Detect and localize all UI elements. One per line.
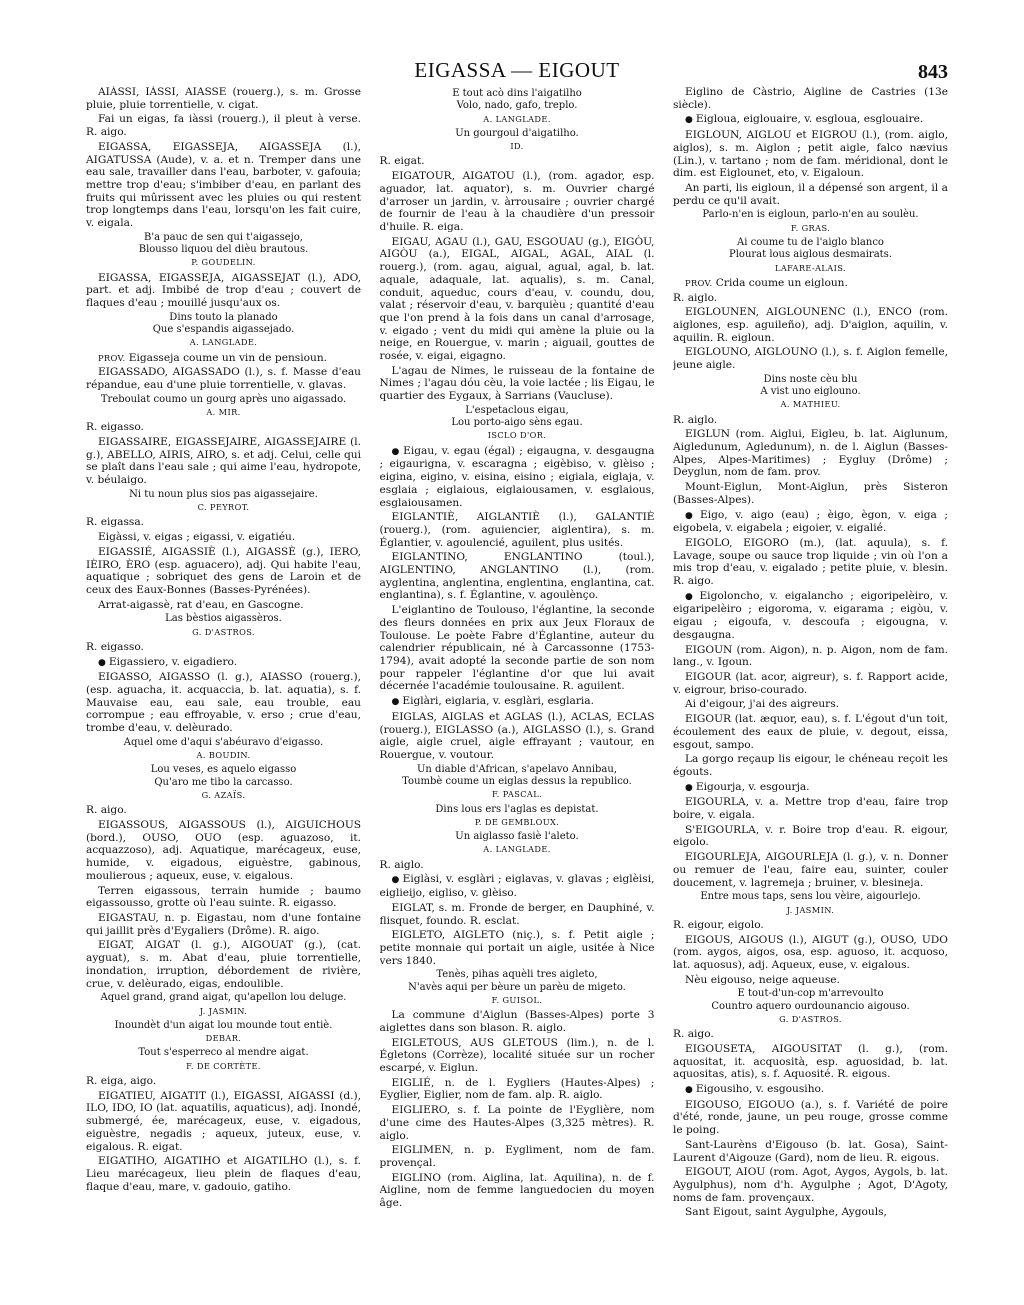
dictionary-entry: EIGOUSO, EIGOUO (a.), s. f. Variété de poire d'été, ronde, jaune, un peu rouge, grosse comme le poing. (673, 1098, 948, 1137)
dictionary-entry: La commune d'Aiglun (Basses-Alpes) porte 3 aiglettes dans son blason. R. aiglo. (379, 1009, 655, 1034)
dictionary-entry: EIGOLO, EIGORO (m.), (lat. aquula), s. f. Lavage, soupe ou sauce trop liquide ; vin où l'on a mis trop d'eau, v. eigalado ; petite pluie, v. blesin. R. aigo. (673, 536, 948, 588)
dictionary-entry: EIGLUN (rom. Aiglui, Eigleu, b. lat. Aiglunum, Aigledunum, Agledunum), n. de l. Aiglun (Basses-Alpes, Alpes-Maritimes) ; Eygluy (Drôme) ; Deyglun, nom de fam. prov. (673, 428, 948, 479)
quotation-block (86, 232, 361, 269)
dictionary-entry: L'agau de Nimes, le ruisseau de la fontaine de Nimes ; l'agau dóu cèu, la voie lactée ; lis Eigau, le quartier des Eygaux, à Sarrians (Vaucluse). (379, 364, 655, 403)
quotation-source: LAFARE-ALAIS. (775, 262, 846, 273)
quotation-source: F. GUISOL. (491, 994, 543, 1005)
dictionary-entry: Nèu eigouso, neige aqueuse. (685, 973, 840, 986)
quotation-line: Tout s'esperreco al mendre aigat. (138, 1047, 309, 1059)
quotation-line: E tout-d'un-cop m'arrevoulto (737, 988, 884, 1000)
quotation-block (86, 489, 361, 514)
quotation-line: Aquel ome d'aqui s'abéuravo d'eigasso. (123, 736, 324, 748)
quotation-block (380, 405, 655, 442)
quotation-source: G. D'ASTROS. (779, 1013, 842, 1024)
quotation-source: ISCLO D'OR. (487, 430, 547, 441)
proverb-tag: PROV. (685, 277, 713, 288)
quotation-block (673, 237, 948, 274)
dictionary-entry: EIGOUT, AIOU (rom. Agot, Aygos, Aygols, b. lat. Aygulphus), nom d'h. Aygulphe ; Agot, D'Agoty, noms de fam. provençaux. (673, 1166, 948, 1204)
quotation-line: Lou veses, es aquelo eigasso (150, 764, 297, 776)
dictionary-entry: EIGLANTIÈ, AIGLANTIÈ (l.), GALANTIÈ (rouerg.), (rom. aguiencier, aiglentira), s. m. Églantier, v. agoulencié, aguilent, plus usités. (379, 511, 655, 549)
quotation-line: Ai coume tu de l'aiglo blanco (737, 236, 884, 248)
quotation-line: Dins lous ers l'aglas es depistat. (435, 803, 599, 815)
quotation-line: Plourat lous aiglous desmairats. (729, 249, 892, 261)
quotation-line: L'espetaclous eigau, (465, 404, 569, 416)
cross-reference-entry: ● Eigousiho, v. esgousiho. (673, 1083, 948, 1097)
quotation-line: Un aiglasso fasiè l'aleto. (455, 831, 579, 843)
dictionary-entry: L'eiglantino de Toulouso, l'églantine, la seconde des fleurs données en prix aux Jeux Floraux de Toulouse. Le poète Fabre d'Églantine, auteur du calendrier républicain, né à Carcassonne (1753-1794), avait adopté la seconde partie de son nom pour rappeler l'églantine d'or que lui avait décernée l'académie toulousaine. R. aguilent. (379, 604, 655, 693)
dictionary-entry: EIGATOUR, AIGATOU (l.), (rom. agador, esp. aguador, lat. aquator), s. m. Ouvrier chargé d'arroser un jardin, v. àrrousaire ; ouvrier chargé de fournir de l'eau à la chaudière d'un pressoir d'huile. R. eiga. (379, 170, 655, 233)
cross-reference-entry: ● Eigloua, eiglouaire, v. esgloua, esglouaire. (673, 113, 948, 127)
dictionary-entry: EIGOUN (rom. Aigon), n. p. Aigon, nom de fam. lang., v. Igoun. (673, 643, 948, 669)
quotation-line: Entre mous taps, sens lou vèire, aigourlejo. (700, 891, 921, 903)
running-head: EIGASSA — EIGOUT (414, 58, 620, 82)
quotation-source: A. MATHIEU. (780, 399, 841, 410)
dictionary-entry: Eiglino de Càstrio, Aigline de Castries (13e siècle). (673, 86, 948, 111)
dictionary-entry: EIGLETOUS, AUS GLETOUS (lim.), n. de l. Égletons (Corrèze), localité située sur un rocher escarpé, v. Eiglun. (379, 1036, 655, 1075)
quotation-source: A. LANGLADE. (483, 844, 551, 855)
dictionary-entry: EIGLIERO, s. f. La pointe de l'Eyglière, nom d'une cime des Hautes-Alpes (3,325 mètres). R. aiglo. (379, 1104, 655, 1142)
etymology-reference: R. aiglo. (673, 413, 718, 426)
quotation-block (673, 209, 948, 234)
dictionary-entry: EIGOUR (lat. æquor, eau), s. f. L'égout d'un toit, écoulement des eaux de pluie, v. degout, eissa, esgout, sampo. (673, 713, 948, 751)
dictionary-entry: EIGAT, AIGAT (l. g.), AIGOUAT (g.), (cat. ayguat), s. m. Abat d'eau, pluie torrentielle, inondation, irruption, débordement de rivière, crue, v. delèurado, eigas, endoulible. (86, 939, 361, 990)
column-left (86, 86, 361, 1226)
quotation-line: E tout acò dins l'aigatilho (452, 88, 582, 99)
dictionary-entry: EIGAU, AGAU (l.), GAU, ESGOUAU (g.), EIGÒU, AIGÒU (a.), EIGAL, AIGAL, AGAL, AIAL (l. rouerg.), (rom. agau, aigual, agual, agal, b. lat. aquale, adaquale, lat. aqualis), s. m. Canal, conduit, aqueduc, cours d'eau, v. coundu, dou, valat ; réservoir d'eau, v. barquièu ; quantité d'eau que l'on prend à la fois dans un canal d'arrosage, v. eigado ; vent du midi qui amène la pluie ou la neige, en Rouergue, v. marin ; aiguail, gouttes de rosée, v. eigai, eigagno. (379, 235, 655, 363)
cross-reference-entry: ● Eiglàsi, v. esglàri ; eiglavas, v. glavas ; eiglèisi, eiglieijo, eigliso, v. glèiso. (380, 873, 655, 899)
quotation-source: F. PASCAL. (491, 789, 543, 800)
etymology-reference: R. eigasso. (86, 421, 144, 434)
dictionary-entry: AIÀSSI, IÀSSI, AIASSE (rouerg.), s. m. Grosse pluie, pluie torrentielle, v. cigat. (86, 86, 361, 111)
quotation-block (86, 764, 361, 801)
dictionary-entry: EIGLOUNEN, AIGLOUNENC (l.), ENCO (rom. aiglones, esp. aguileño), adj. D'aiglon, aquilin, v. aquilin. R. eigloun. (673, 306, 948, 344)
quotation-source: J. JASMIN. (199, 1005, 248, 1016)
quotation-line: N'avès aqui per bèure un parèu de migeto. (408, 981, 626, 993)
quotation-block (673, 891, 948, 916)
etymology-reference: R. aiglo. (379, 858, 424, 871)
proverb-entry (86, 352, 361, 365)
quotation-line: Parlo-n'en is eigloun, parlo-n'en au soulèu. (702, 209, 919, 221)
quotation-source: G. D'ASTROS. (192, 626, 255, 637)
dictionary-entry: Mount-Eiglun, Mont-Aiglun, près Sisteron (Basses-Alpes). (673, 481, 948, 506)
dictionary-entry: EIGLIÉ, n. de l. Eygliers (Hautes-Alpes) ; Eyglier, Eiglier, nom de fam. alp. R. aiglo. (379, 1076, 655, 1102)
dictionary-entry: EIGOURLEJA, AIGOURLEJA (l. g.), v. n. Donner ou remuer de l'eau, faire eau, suinter, couler doucement, v. lagremeja ; bruiner, v. blesineja. (673, 851, 948, 889)
dictionary-entry: S'EIGOURLA, v. r. Boire trop d'eau. R. eigour, eigolo. (673, 823, 948, 849)
cross-reference-entry: ● Eigassiero, v. eigadiero. (86, 656, 361, 670)
etymology-reference: R. aiglo. (673, 291, 718, 304)
dictionary-entry: EIGOUSETA, AIGOUSITAT (l. g.), (rom. aquositat, it. acquosità, esp. aguosidad, b. lat. aquositas, atis), s. f. Aquosité. R. eigous. (673, 1042, 948, 1081)
dictionary-entry: EIGLOUN, AIGLOU et EIGROU (l.), (rom. aiglo, aiglos), s. m. Aiglon ; petit aigle, falco nævius (Lin.), v. tartano ; nom de fam. méridional, dont le dim. est Eiglounet, eto, v. Eigaloun. (673, 129, 948, 180)
dictionary-entry: Sant-Laurèns d'Eigouso (b. lat. Gosa), Saint-Laurent d'Aigouze (Gard), nom de lieu. R. eigous. (673, 1138, 948, 1164)
quotation-block (380, 831, 655, 856)
dictionary-entry: Arrat-aigassè, rat d'eau, en Gascogne. (98, 598, 304, 611)
quotation-source: A. MIR. (206, 407, 241, 418)
quotation-line: Qu'aro me tibo la carcasso. (154, 776, 293, 788)
quotation-source: C. PEYROT. (197, 502, 250, 513)
quotation-line: B'a pauc de sen qui t'aigassejo, (144, 231, 303, 243)
cross-reference-entry: ● Eigoloncho, v. eigalancho ; eigoripelèiro, v. eigaripelèiro ; eigoroma, v. eigarama ; eigòu, v. eigau ; eigoufa, v. descoufa ; eigougna, v. desgaugna. (673, 590, 948, 642)
etymology-reference: R. eigassa. (86, 516, 145, 529)
quotation-block (86, 312, 361, 349)
dictionary-entry: EIGLANTINO, ENGLANTINO (toul.), AIGLENTINO, ANGLANTINO (l.), (rom. ayglentina, anglentina, englentina, englantina, cat. englantina), s. f. Églantine, v. agoulènço. (379, 551, 655, 602)
quotation-block (673, 988, 948, 1025)
quotation-line: Un diable d'African, s'apelavo Annibau, (417, 763, 617, 775)
quotation-source: A. LANGLADE. (483, 113, 551, 124)
quotation-source: J. JASMIN. (786, 904, 835, 915)
dictionary-entry: EIGATIHO, AIGATIHO et AIGATILHO (l.), s. f. Lieu marécageux, lieu plein de flaques d'eau, flaque d'eau, mare, v. gadouio, gatiho. (86, 1155, 361, 1193)
quotation-line: Las bèstios aigassèros. (165, 613, 282, 625)
dictionary-entry: EIGASSIÉ, AIGASSIÈ (l.), AIGASSÈ (g.), IERO, IÈIRO, ÈRO (esp. aguacero), adj. Qui habite l'eau, aquatique ; sobriquet des gens de Laroin et de ceux des Eaux-Bonnes (Basses-Pyrénées). (86, 545, 361, 596)
dictionary-entry: Ai d'eigour, j'ai des aigreurs. (685, 698, 840, 711)
quotation-line: Treboulat coumo un gourg après uno aigassado. (100, 393, 347, 405)
dictionary-entry: An parti, lis eigloun, il a dépensé son argent, il a perdu ce qu'il avait. (673, 181, 948, 207)
quotation-block (86, 992, 361, 1017)
quotation-block (86, 737, 361, 762)
quotation-block (86, 613, 361, 638)
etymology-reference: R. eiga, aigo. (86, 1074, 157, 1087)
quotation-line: Un gourgoul d'aigatilho. (455, 127, 579, 139)
dictionary-entry: La gorgo reçaup lis eigour, le chéneau reçoit les égouts. (673, 753, 948, 778)
dictionary-entry: EIGASSA, EIGASSEJA, AIGASSEJA (l.), AIGATUSSA (Aude), v. a. et n. Tremper dans une eau sale, travailler dans l'eau, barboter, v. gafouia; mettre trop d'eau; s'imbiber d'eau, en parlant des fruits qui mûrissent avec les pluies ou qui restent trop longtemps dans l'eau, lorsqu'on les fait cuire, v. eigala. (86, 140, 361, 230)
quotation-line: Inoundèt d'un aigat lou mounde tout entiè. (114, 1019, 333, 1031)
text-columns (86, 86, 948, 1226)
quotation-source: P. GOUDELIN. (191, 257, 256, 268)
dictionary-entry: Eigàssi, v. eigas ; eigassi, v. eigatiéu. (98, 531, 296, 544)
quotation-block (86, 1020, 361, 1045)
quotation-line: Countro aquero ourdounancio aigouso. (711, 1000, 910, 1012)
quotation-line: Tenès, pihas aquèli tres aigleto, (436, 969, 598, 981)
quotation-line: Blousso liquou del dièu brautous. (138, 244, 309, 256)
etymology-reference: R. aigo. (673, 1028, 714, 1041)
quotation-block (86, 1047, 361, 1072)
quotation-source: A. LANGLADE. (189, 337, 258, 348)
etymology-reference: R. eigat. (379, 155, 425, 168)
quotation-block (380, 969, 655, 1006)
column-middle (380, 86, 655, 1226)
quotation-line: Dins noste cèu blu (763, 373, 858, 385)
dictionary-entry: EIGASSADO, AIGASSADO (l.), s. f. Masse d'eau répandue, eau d'une pluie torrentielle, v. glavas. (86, 366, 361, 392)
dictionary-entry: EIGOURLA, v. a. Mettre trop d'eau, faire trop boire, v. eigala. (673, 796, 948, 822)
dictionary-entry: EIGOUS, AIGOUS (l.), AIGUT (g.), OUSO, UDO (rom. aygos, aigos, osa, esp. aguoso, it. acquoso, lat. aquosus), adj. Aqueux, euse, v. eigalous. (673, 933, 948, 971)
proverb-entry (673, 277, 948, 290)
proverb-tag: PROV. (98, 352, 126, 363)
dictionary-entry: EIGATIEU, AIGATIT (l.), EIGASSI, AIGASSI (d.), ILO, IDO, IO (lat. aquatilis, aquaticus), adj. Inondé, submergé, ée, marécageux, euse, v. eigadous, eiguèstre, negadis ; aqueux, juteux, euse, v. eigalous. R. eigat. (86, 1089, 361, 1153)
dictionary-entry: EIGASTAU, n. p. Eigastau, nom d'une fontaine qui jaillit près d'Eygaliers (Drôme). R. aigo. (86, 911, 361, 937)
cross-reference-entry: ● Eigau, v. egau (égal) ; eigaugna, v. desgaugna ; eigaurigna, v. escaragna ; eigèbiso, v. glèiso ; eigina, eigino, v. eisina, eisino ; eigiala, eiglaja, v. esglaia ; eiglaious, eiglaiousamen, v. esglaious, esglaiousamen. (380, 445, 655, 510)
quotation-source: ID. (510, 141, 524, 152)
quotation-block (380, 804, 655, 829)
quotation-block (380, 764, 655, 801)
etymology-reference: R. eigour, eigolo. (673, 918, 764, 931)
quotation-line: Que s'espandis aigassejado. (152, 324, 295, 336)
quotation-line: A vist uno eiglouno. (760, 386, 861, 398)
cross-reference-entry: ● Eiglàri, eiglaria, v. esglàri, esglaria. (380, 695, 655, 709)
dictionary-entry: EIGOUR (lat. acor, aigreur), s. f. Rapport acide, v. eigrour, briso-courado. (673, 670, 948, 696)
quotation-line: Ni tu noun plus sios pas aigassejaire. (129, 488, 318, 500)
dictionary-entry: Fai un eigas, fa iàssi (rouerg.), il pleut à verse. R. aigo. (86, 113, 361, 139)
page-number: 843 (918, 61, 948, 83)
dictionary-entry: EIGASSO, AIGASSO (l. g.), AIASSO (rouerg.), (esp. aguacha, it. acquaccia, b. lat. aquatia), s. f. Mauvaise eau, eau sale, eau trouble, eau corrompue ; eau effroyable, v. erso ; crue d'eau, trombe d'eau, v. delèurado. (86, 671, 361, 735)
quotation-source: G. AZAÏS. (201, 790, 246, 801)
dictionary-entry: EIGLIMEN, n. p. Eygliment, nom de fam. provençal. (379, 1144, 655, 1169)
quotation-source: DEBAR. (205, 1033, 242, 1044)
quotation-line: Volo, nado, gafo, treplo. (456, 100, 578, 112)
quotation-source: F. GRAS. (790, 222, 831, 233)
etymology-reference: R. aigo. (86, 804, 127, 817)
dictionary-entry: Terren eigassous, terrain humide ; baumo eigassousso, grotte où l'eau suinte. R. eigasso. (86, 884, 361, 910)
quotation-source: A. BOUDIN. (196, 750, 251, 761)
dictionary-entry: EIGASSAIRE, EIGASSEJAIRE, AIGASSEJAIRE (l. g.), ABELLO, AIRIS, AIRO, s. et adj. Celui, celle qui se plaît dans l'eau sale ; qui aime l'eau, hydropote, v. béulaigo. (86, 436, 361, 487)
quotation-block (380, 88, 655, 125)
quotation-line: Lou porto-aigo sèns egau. (451, 417, 583, 429)
etymology-reference: R. eigasso. (86, 640, 144, 653)
dictionary-entry: EIGLINO (rom. Aiglina, lat. Aquilina), n. de f. Aigline, nom de femme languedocien du moyen âge. (379, 1171, 655, 1210)
dictionary-entry: Sant Eigout, saint Aygulphe, Aygouls, (685, 1206, 887, 1219)
quotation-block (673, 374, 948, 411)
dictionary-entry: EIGASSA, EIGASSEJA, AIGASSEJAT (l.), ADO, part. et adj. Imbibé de trop d'eau ; couvert de flaques d'eau ; mouillé jusqu'aux os. (86, 271, 361, 310)
dictionary-entry: EIGASSOUS, AIGASSOUS (l.), AIGUICHOUS (bord.), OUSO, OUO (esp. aguazoso, it. acquazzoso), adj. Aquatique, marécageux, euse, humide, v. eigadous, eiguèstre, gabinous, moulierous ; aqueux, euse, v. eigalous. (86, 819, 361, 882)
quotation-block (380, 128, 655, 153)
proverb-text: Crida coume un eigloun. (715, 276, 848, 289)
quotation-line: Dins touto la planado (169, 311, 278, 323)
quotation-source: F. DE CORTÈTE. (186, 1060, 261, 1071)
quotation-line: Toumbè coume un eiglas dessus la republico. (402, 775, 632, 787)
dictionary-entry: EIGLAS, AIGLAS et AGLAS (l.), ACLAS, ECLAS (rouerg.), EIGLASSO (a.), AIGLASSO (l.), s. Grand aigle, aigle cruel, aigle effrayant ; vautour, en Rouergue, v. voutour. (379, 710, 655, 761)
cross-reference-entry: ● Eigourja, v. esgourja. (673, 781, 948, 795)
column-right (673, 86, 948, 1226)
dictionary-entry: EIGLOUNO, AIGLOUNO (l.), s. f. Aiglon femelle, jeune aigle. (673, 346, 948, 372)
quotation-source: P. DE GEMBLOUX. (474, 816, 560, 827)
cross-reference-entry: ● Eigo, v. aigo (eau) ; èigo, ègon, v. eiga ; eigobela, v. eigabela ; eigoier, v. eigalié. (673, 509, 948, 535)
quotation-line: Aquel grand, grand aigat, qu'apellon lou deluge. (100, 992, 347, 1004)
dictionary-entry: EIGLAT, s. m. Fronde de berger, en Dauphiné, v. flisquet, foundo. R. esclat. (379, 901, 655, 927)
quotation-block (86, 394, 361, 419)
dictionary-entry: EIGLETO, AIGLETO (niç.), s. f. Petit aigle ; petite monnaie qui portait un aigle, usitée à Nice vers 1840. (379, 929, 655, 967)
proverb-text: Eigasseja coume un vin de pensioun. (128, 351, 328, 364)
